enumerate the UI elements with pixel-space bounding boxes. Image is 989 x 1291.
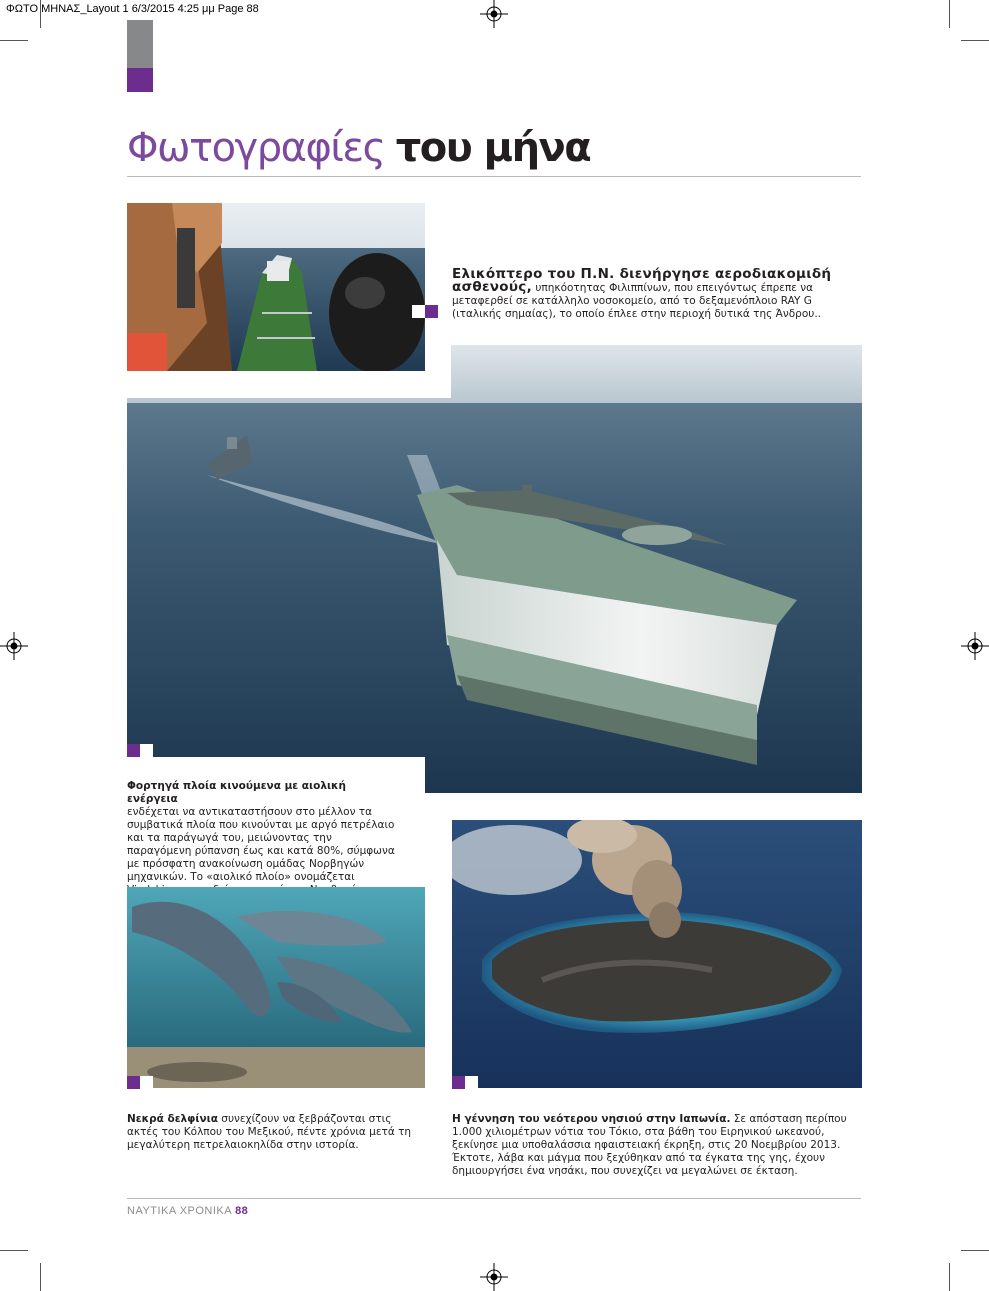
story-headline: Φορτηγά πλοία κινούμενα με αιολική ενέργεια <box>127 780 346 805</box>
story-headline: Νεκρά δελφίνια <box>127 1113 218 1125</box>
page-footer <box>127 1205 248 1217</box>
crop-mark <box>961 40 989 41</box>
crop-mark <box>949 0 950 28</box>
page-title <box>127 122 590 174</box>
photo-corner-square <box>452 1076 465 1089</box>
story-headline: Η γέννηση του νεότερου νησιού στην Ιαπωνία. <box>452 1113 731 1125</box>
story-new-island <box>452 1113 862 1178</box>
story-helicopter <box>452 268 862 321</box>
crop-mark <box>961 1250 989 1251</box>
footer-publication: ΝΑΥΤΙΚΑ ΧΡΟΝΙΚΑ <box>127 1205 232 1217</box>
photo-corner-square <box>140 1076 153 1089</box>
slug-line: ΦΩΤΟ ΜΗΝΑΣ_Layout 1 6/3/2015 4:25 μμ Page 88 <box>6 3 259 15</box>
crop-mark <box>0 40 28 41</box>
crop-mark <box>40 1263 41 1291</box>
crop-mark <box>40 0 41 28</box>
registration-mark-icon <box>961 632 989 660</box>
photo-corner-square <box>127 1076 140 1089</box>
page-number: 88 <box>235 1205 249 1217</box>
photo-corner-square <box>465 1076 478 1089</box>
story-body: ενδέχεται να αντικαταστήσουν στο μέλλον τα συμβατικά πλοία που κινούνται με αργό πετρέλαιο και τα παράγωγά του, μειώνοντας την παραγόμενη ρύπανση έως και κατά 80%, σύμφωνα με πρόσφατη ανακοίνωση ομάδας Νορβηγών μηχανικών. Το «αιολικό πλοίο» ονομάζεται <box>127 806 395 883</box>
photo-corner-square <box>140 744 153 757</box>
story-headline-cont: ασθενούς, <box>452 279 532 295</box>
registration-mark-icon <box>480 1263 508 1291</box>
story-dolphins <box>127 1113 425 1152</box>
photo-volcanic-island <box>452 820 862 1088</box>
photo-corner-square <box>127 744 140 757</box>
footer-divider <box>127 1198 861 1199</box>
photo-helicopter-tanker <box>127 203 425 371</box>
story-body: υπηκόοτητας Φιλιππίνων, που επειγόντως έπρεπε να μεταφερθεί σε κατάλληλο νοσοκομείο, από το δεξαμενόπλοιο RAY G (ιταλικής σημαίας), το οποίο έπλεε στην περιοχή δυτικά της Άνδρου.. <box>452 282 822 320</box>
registration-mark-icon <box>480 0 508 28</box>
photo-corner-square <box>412 305 425 318</box>
story-body: συνεχίζουν να ξεβράζονται στις ακτές του Κόλπου του Μεξικού, πέντε χρόνια μετά τη μεγαλύτερη πετρελαιοκηλίδα στην ιστορία. <box>127 1113 412 1151</box>
crop-mark <box>0 1250 28 1251</box>
page-title-light: Φωτογραφίες <box>127 125 385 171</box>
crop-mark <box>949 1263 950 1291</box>
page-title-bold: του μήνα <box>395 125 591 171</box>
section-tab-accent <box>127 68 153 92</box>
story-body: Σε απόσταση περίπου 1.000 χιλιομέτρων νότια του Τόκιο, στα βάθη του Ειρηνικού ωκεανού, ξεκίνησε μια υποθαλάσσια ηφαιστειακή έκρηξη, στις 20 Νοεμβρίου 2013. Έκτοτε, λάβα και μάγμα που ξεχύθηκαν από τα έγκατα της γης, έχουν δημιουργήσει ένα νησάκι, που συνεχίζει να μεγαλώνει σε έκταση. <box>452 1113 847 1177</box>
photo-wind-ship <box>127 345 862 793</box>
photo-corner-square <box>425 305 438 318</box>
story-headline: Ελικόπτερο του Π.Ν. διενήργησε αεροδιακομιδή <box>452 266 832 282</box>
title-divider <box>127 176 861 177</box>
section-tab-grey <box>127 20 153 68</box>
photo-dolphins <box>127 887 425 1088</box>
registration-mark-icon <box>0 632 28 660</box>
